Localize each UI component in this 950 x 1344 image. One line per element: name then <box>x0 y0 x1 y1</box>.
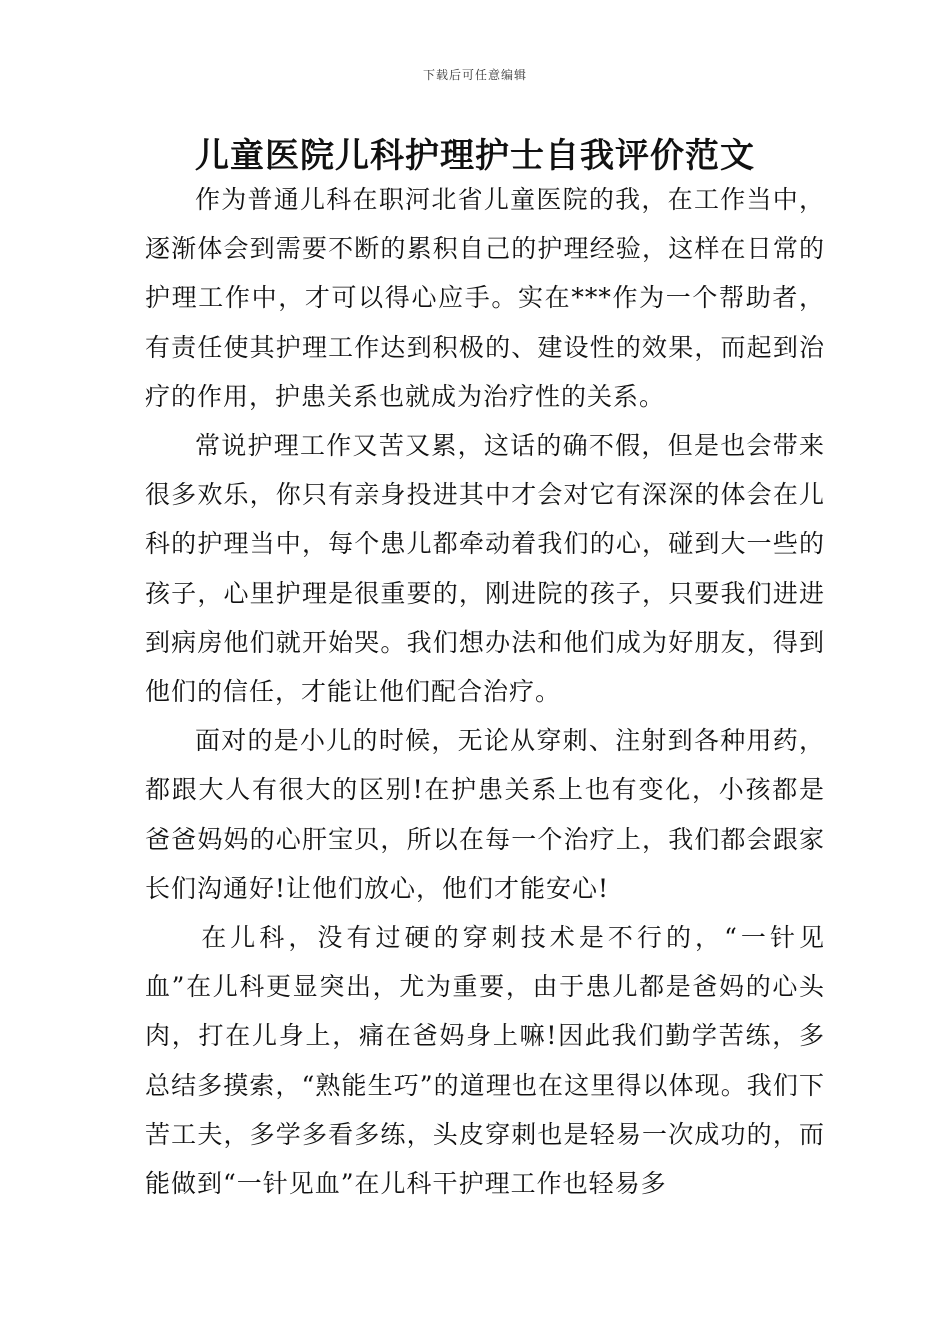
document-body <box>145 175 825 1208</box>
paragraph-4: 在儿科，没有过硬的穿刺技术是不行的，“一针见血”在儿科更显突出，尤为重要，由于患儿都是爸妈的心头肉，打在儿身上，痛在爸妈身上嘛!因此我们勤学苦练，多总结多摸索，“熟能生巧”的道理也在这里得以体现。我们下苦工夫，多学多看多练，头皮穿刺也是轻易一次成功的，而能做到“一针见血”在儿科干护理工作也轻易多 <box>145 923 825 1199</box>
document-title: 儿童医院儿科护理护士自我评价范文 <box>195 136 755 176</box>
paragraph-1: 作为普通儿科在职河北省儿童医院的我，在工作当中，逐渐体会到需要不断的累积自己的护理经验，这样在日常的护理工作中，才可以得心应手。实在***作为一个帮助者，有责任使其护理工作达到积极的、建设性的效果，而起到治疗的作用，护患关系也就成为治疗性的关系。 <box>145 185 825 411</box>
paragraph-2: 常说护理工作又苦又累，这话的确不假，但是也会带来很多欢乐，你只有亲身投进其中才会对它有深深的体会在儿科的护理当中，每个患儿都牵动着我们的心，碰到大一些的孩子，心里护理是很重要的，刚进院的孩子，只要我们进进到病房他们就开始哭。我们想办法和他们成为好朋友，得到他们的信任，才能让他们配合治疗。 <box>145 431 825 707</box>
header-note: 下载后可任意编辑 <box>422 68 527 82</box>
paragraph-3: 面对的是小儿的时候，无论从穿刺、注射到各种用药，都跟大人有很大的区别!在护患关系上也有变化，小孩都是爸爸妈妈的心肝宝贝，所以在每一个治疗上，我们都会跟家长们沟通好!让他们放心，他们才能安心! <box>145 726 825 903</box>
